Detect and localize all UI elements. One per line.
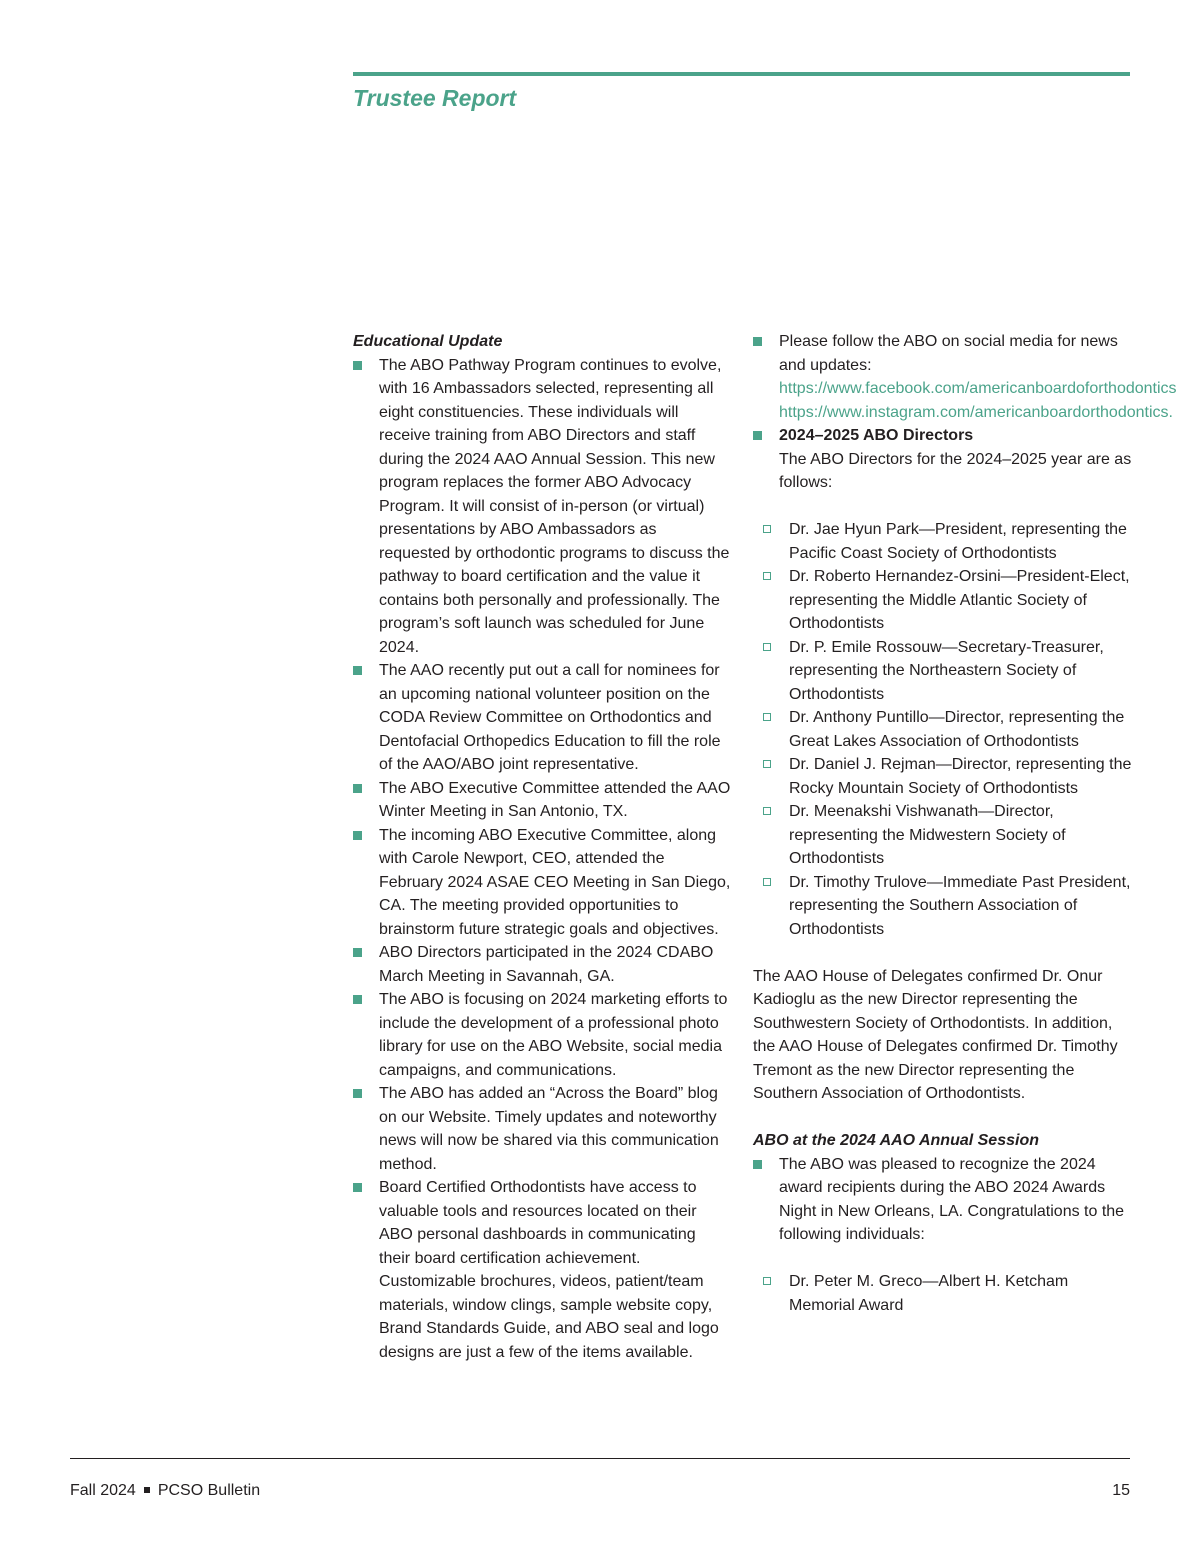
social-media-item: Please follow the ABO on social media for news and updates: https://www.facebook.com/americanboardoforthodontics https://www.instagram.com/americanboardorthodontics. (753, 330, 1133, 424)
director-item: Dr. Roberto Hernandez-Orsini—President-Elect, representing the Middle Atlantic Society of Orthodontists (753, 565, 1133, 636)
facebook-link[interactable]: https://www.facebook.com/americanboardoforthodontics (779, 380, 1177, 397)
square-bullet-icon (353, 1183, 362, 1192)
square-bullet-icon (353, 1089, 362, 1098)
directors-title: 2024–2025 ABO Directors (779, 427, 974, 444)
left-column (353, 330, 731, 1364)
hollow-square-bullet-icon (763, 643, 771, 651)
footer-season: Fall 2024 (70, 1482, 136, 1499)
right-bullet-list (753, 330, 1177, 941)
director-item: Dr. P. Emile Rossouw—Secretary-Treasurer, representing the Northeastern Society of Orthodontists (753, 636, 1133, 707)
director-item: Dr. Meenakshi Vishwanath—Director, representing the Midwestern Society of Orthodontists (753, 800, 1133, 871)
list-item: The incoming ABO Executive Committee, along with Carole Newport, CEO, attended the February 2024 ASAE CEO Meeting in San Diego, CA. The meeting provided opportunities to brainstorm future strategic goals and objectives. (353, 824, 731, 942)
square-bullet-icon (753, 337, 762, 346)
square-bullet-icon (353, 666, 362, 675)
list-item: Board Certified Orthodontists have access to valuable tools and resources located on their ABO personal dashboards in communicating their board certification achievement. Customizable brochures, videos, patient/team materials, window clings, sample website copy, Brand Standards Guide, and ABO seal and logo designs are just a few of the items available. (353, 1176, 731, 1364)
awards-item: The ABO was pleased to recognize the 2024 award recipients during the ABO 2024 Awards Night in New Orleans, LA. Congratulations to the following individuals: Dr. Peter M. Greco—Albert H. Ketcham Memorial Award (753, 1153, 1133, 1318)
square-bullet-icon (353, 361, 362, 370)
director-item: Dr. Daniel J. Rejman—Director, representing the Rocky Mountain Society of Orthodontists (753, 753, 1133, 800)
square-bullet-icon (353, 995, 362, 1004)
educational-update-list (353, 354, 731, 1365)
hollow-square-bullet-icon (763, 525, 771, 533)
director-item: Dr. Jae Hyun Park—President, representing the Pacific Coast Society of Orthodontists (753, 518, 1133, 565)
header-rule (353, 72, 1130, 76)
right-column (753, 330, 1177, 1317)
director-item: Dr. Timothy Trulove—Immediate Past President, representing the Southern Association of Orthodontists (753, 871, 1133, 942)
award-item: Dr. Peter M. Greco—Albert H. Ketcham Memorial Award (753, 1270, 1133, 1317)
list-item: The ABO has added an “Across the Board” blog on our Website. Timely updates and noteworthy news will now be shared via this communication method. (353, 1082, 731, 1176)
directors-intro: The ABO Directors for the 2024–2025 year are as follows: (779, 450, 1132, 491)
director-item: Dr. Anthony Puntillo—Director, representing the Great Lakes Association of Orthodontists (753, 706, 1133, 753)
footer-rule (70, 1458, 1130, 1459)
section-title: Trustee Report (353, 85, 517, 111)
hollow-square-bullet-icon (763, 760, 771, 768)
hollow-square-bullet-icon (763, 1277, 771, 1285)
list-item: ABO Directors participated in the 2024 CDABO March Meeting in Savannah, GA. (353, 941, 731, 988)
awards-list (753, 1247, 1133, 1318)
delegates-paragraph: The AAO House of Delegates confirmed Dr. Onur Kadioglu as the new Director representing the Southwestern Society of Orthodontists. In addition, the AAO House of Delegates confirmed Dr. Timothy Tremont as the new Director representing the Southern Association of Orthodontists. (753, 967, 1118, 1102)
hollow-square-bullet-icon (763, 572, 771, 580)
square-bullet-icon (753, 1160, 762, 1169)
square-bullet-icon (353, 831, 362, 840)
instagram-link[interactable]: https://www.instagram.com/americanboardorthodontics. (779, 403, 1173, 421)
footer-publication-name: PCSO Bulletin (157, 1482, 261, 1499)
hollow-square-bullet-icon (763, 878, 771, 886)
directors-item (753, 424, 1133, 941)
square-bullet-icon (353, 948, 362, 957)
hollow-square-bullet-icon (763, 807, 771, 815)
list-item: The AAO recently put out a call for nominees for an upcoming national volunteer position on the CODA Review Committee on Orthodontics and Dentofacial Orthopedics Education to fill the role of the AAO/ABO joint representative. (353, 659, 731, 777)
list-item: The ABO Pathway Program continues to evolve, with 16 Ambassadors selected, representing all eight constituencies. These individuals will receive training from ABO Directors and staff during the 2024 AAO Annual Session. This new program replaces the former ABO Advocacy Program. It will consist of in-person (or virtual) presentations by ABO Ambassadors as requested by orthodontic programs to discuss the pathway to board certification and the value it contains both personally and professionally. The program’s soft launch was scheduled for June 2024. (353, 354, 731, 660)
page-number: 15 (1112, 1482, 1130, 1499)
footer-publication (70, 1479, 260, 1503)
square-bullet-icon (353, 784, 362, 793)
educational-update-heading: Educational Update (353, 333, 503, 350)
annual-session-list (753, 1153, 1133, 1318)
square-bullet-icon (753, 431, 762, 440)
square-separator-icon (144, 1487, 150, 1493)
list-item: The ABO is focusing on 2024 marketing efforts to include the development of a professional photo library for use on the ABO Website, social media campaigns, and communications. (353, 988, 731, 1082)
directors-list (753, 495, 1133, 942)
annual-session-heading: ABO at the 2024 AAO Annual Session (753, 1132, 1039, 1149)
hollow-square-bullet-icon (763, 713, 771, 721)
list-item: The ABO Executive Committee attended the AAO Winter Meeting in San Antonio, TX. (353, 777, 731, 824)
